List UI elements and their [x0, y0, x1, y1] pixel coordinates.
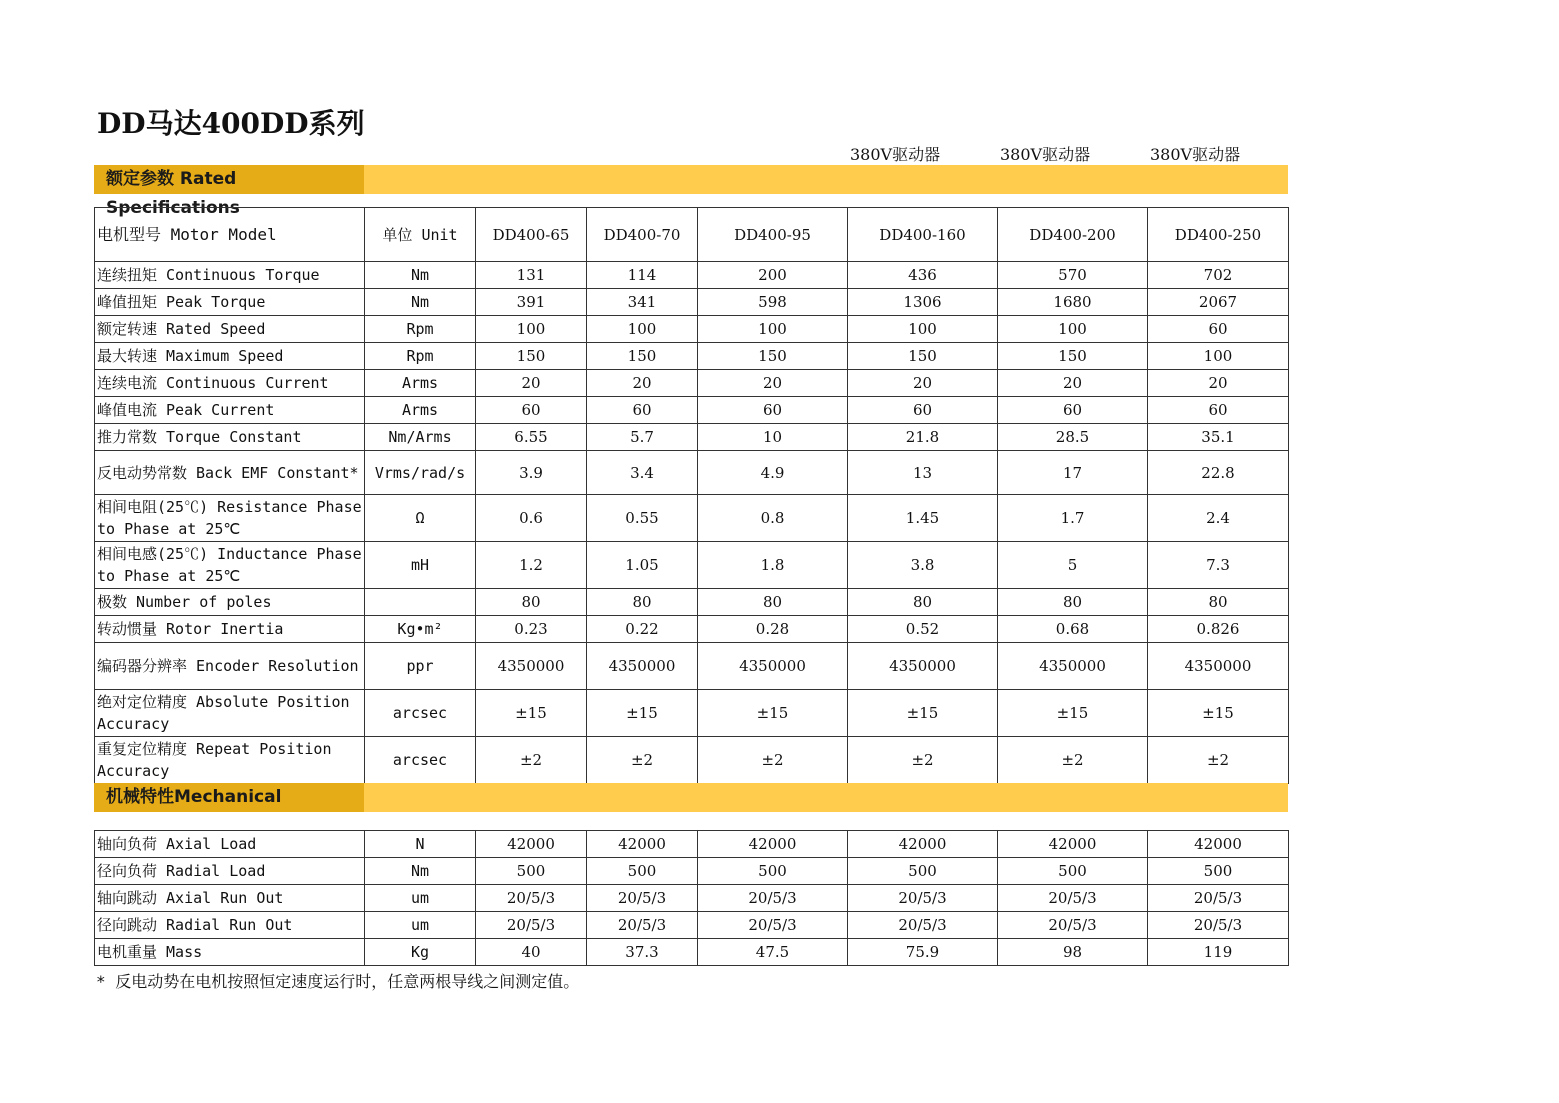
table-row	[95, 858, 1289, 885]
row-value: 80	[476, 589, 587, 616]
mechanical-section-bar	[94, 783, 1288, 812]
row-value: 42000	[476, 831, 587, 858]
row-value: 20	[848, 370, 998, 397]
row-value: 13	[848, 451, 998, 495]
row-label: 电机重量 Mass	[95, 939, 365, 966]
row-label: 径向负荷 Radial Load	[95, 858, 365, 885]
row-unit: Nm	[365, 262, 476, 289]
row-unit: Rpm	[365, 343, 476, 370]
row-unit: arcsec	[365, 737, 476, 784]
rated-spec-table	[94, 207, 1289, 784]
row-value: 200	[698, 262, 848, 289]
row-value: 150	[476, 343, 587, 370]
row-value: 341	[587, 289, 698, 316]
row-unit: Rpm	[365, 316, 476, 343]
row-value: 80	[848, 589, 998, 616]
row-unit: um	[365, 885, 476, 912]
row-value: 1.2	[476, 542, 587, 589]
row-value: 0.23	[476, 616, 587, 643]
row-value: 100	[698, 316, 848, 343]
row-label: 径向跳动 Radial Run Out	[95, 912, 365, 939]
row-value: 150	[698, 343, 848, 370]
row-value: 0.55	[587, 495, 698, 542]
table-row	[95, 737, 1289, 784]
row-value: 60	[587, 397, 698, 424]
row-value: 4350000	[698, 643, 848, 690]
row-unit: Nm/Arms	[365, 424, 476, 451]
row-value: ±2	[587, 737, 698, 784]
row-value: 80	[998, 589, 1148, 616]
row-value: 3.9	[476, 451, 587, 495]
row-value: 500	[1148, 858, 1289, 885]
row-value: 150	[848, 343, 998, 370]
footnote: * 反电动势在电机按照恒定速度运行时，任意两根导线之间测定值。	[96, 972, 580, 991]
row-value: 60	[848, 397, 998, 424]
row-unit: Arms	[365, 370, 476, 397]
table-row	[95, 343, 1289, 370]
row-value: 702	[1148, 262, 1289, 289]
row-value: 60	[476, 397, 587, 424]
row-label: 峰值扭矩 Peak Torque	[95, 289, 365, 316]
row-value: 3.4	[587, 451, 698, 495]
row-value: 20/5/3	[1148, 885, 1289, 912]
header-label: 电机型号 Motor Model	[95, 208, 365, 262]
row-value: ±2	[476, 737, 587, 784]
row-unit: Nm	[365, 858, 476, 885]
row-value: 20/5/3	[587, 885, 698, 912]
row-value: 80	[1148, 589, 1289, 616]
row-value: 4350000	[476, 643, 587, 690]
page-title: DD马达400DD系列	[97, 107, 365, 140]
row-value: 4350000	[587, 643, 698, 690]
row-value: 1.7	[998, 495, 1148, 542]
row-unit: ppr	[365, 643, 476, 690]
row-value: 100	[587, 316, 698, 343]
table-row	[95, 495, 1289, 542]
table-row	[95, 289, 1289, 316]
row-value: ±15	[476, 690, 587, 737]
row-value: 37.3	[587, 939, 698, 966]
driver-label: 380V驱动器	[850, 145, 941, 164]
row-unit: Ω	[365, 495, 476, 542]
row-value: 500	[476, 858, 587, 885]
row-value: 21.8	[848, 424, 998, 451]
row-value: 47.5	[698, 939, 848, 966]
row-value: 1.8	[698, 542, 848, 589]
row-value: 500	[587, 858, 698, 885]
row-value: 4.9	[698, 451, 848, 495]
header-unit: 单位 Unit	[365, 208, 476, 262]
model-header: DD400-70	[587, 208, 698, 262]
row-value: 114	[587, 262, 698, 289]
row-value: 20/5/3	[998, 885, 1148, 912]
row-value: 20/5/3	[698, 885, 848, 912]
row-value: 436	[848, 262, 998, 289]
table-row	[95, 397, 1289, 424]
row-value: 150	[587, 343, 698, 370]
row-value: ±2	[848, 737, 998, 784]
row-value: 20/5/3	[698, 912, 848, 939]
row-value: 20	[998, 370, 1148, 397]
rated-section-heading: 额定参数 Rated Specifications	[94, 165, 364, 194]
row-value: ±15	[587, 690, 698, 737]
row-value: 42000	[698, 831, 848, 858]
row-value: 150	[998, 343, 1148, 370]
row-value: 0.68	[998, 616, 1148, 643]
driver-label: 380V驱动器	[1000, 145, 1091, 164]
row-value: 1680	[998, 289, 1148, 316]
row-value: 42000	[998, 831, 1148, 858]
row-value: 0.8	[698, 495, 848, 542]
row-unit	[365, 589, 476, 616]
row-value: 5	[998, 542, 1148, 589]
model-header: DD400-65	[476, 208, 587, 262]
row-value: 1.45	[848, 495, 998, 542]
row-value: 20/5/3	[998, 912, 1148, 939]
row-value: 4350000	[998, 643, 1148, 690]
row-value: 100	[476, 316, 587, 343]
row-label: 转动惯量 Rotor Inertia	[95, 616, 365, 643]
table-header-row	[95, 208, 1289, 262]
row-value: 40	[476, 939, 587, 966]
row-value: 20	[476, 370, 587, 397]
row-label: 连续扭矩 Continuous Torque	[95, 262, 365, 289]
row-value: ±15	[848, 690, 998, 737]
row-unit: Kg•m²	[365, 616, 476, 643]
row-unit: um	[365, 912, 476, 939]
row-value: 2067	[1148, 289, 1289, 316]
table-row	[95, 589, 1289, 616]
table-row	[95, 262, 1289, 289]
table-row	[95, 451, 1289, 495]
table-row	[95, 316, 1289, 343]
row-value: 500	[998, 858, 1148, 885]
row-value: 42000	[1148, 831, 1289, 858]
row-value: ±2	[998, 737, 1148, 784]
driver-label: 380V驱动器	[1150, 145, 1241, 164]
row-value: 1.05	[587, 542, 698, 589]
row-value: 20/5/3	[848, 912, 998, 939]
model-header: DD400-95	[698, 208, 848, 262]
rated-section-bar	[94, 165, 1288, 218]
row-value: 42000	[848, 831, 998, 858]
row-value: 119	[1148, 939, 1289, 966]
row-unit: N	[365, 831, 476, 858]
row-value: ±2	[698, 737, 848, 784]
row-value: 20/5/3	[587, 912, 698, 939]
row-label: 相间电阻(25℃) Resistance Phase to Phase at 25℃	[95, 495, 365, 542]
row-value: 42000	[587, 831, 698, 858]
table-row	[95, 643, 1289, 690]
row-value: 570	[998, 262, 1148, 289]
row-label: 重复定位精度 Repeat Position Accuracy	[95, 737, 365, 784]
row-label: 额定转速 Rated Speed	[95, 316, 365, 343]
row-value: 17	[998, 451, 1148, 495]
row-value: 100	[998, 316, 1148, 343]
row-label: 峰值电流 Peak Current	[95, 397, 365, 424]
table-row	[95, 939, 1289, 966]
row-value: 20	[1148, 370, 1289, 397]
row-label: 绝对定位精度 Absolute Position Accuracy	[95, 690, 365, 737]
row-unit: Kg	[365, 939, 476, 966]
row-value: 80	[698, 589, 848, 616]
row-value: ±15	[698, 690, 848, 737]
table-row	[95, 542, 1289, 589]
table-row	[95, 885, 1289, 912]
model-header: DD400-160	[848, 208, 998, 262]
row-value: 5.7	[587, 424, 698, 451]
row-value: ±2	[1148, 737, 1289, 784]
row-value: 80	[587, 589, 698, 616]
row-value: 3.8	[848, 542, 998, 589]
row-value: 20/5/3	[476, 912, 587, 939]
row-label: 编码器分辨率 Encoder Resolution	[95, 643, 365, 690]
row-value: 0.28	[698, 616, 848, 643]
table-row	[95, 831, 1289, 858]
row-value: 0.826	[1148, 616, 1289, 643]
row-value: 100	[1148, 343, 1289, 370]
row-label: 极数 Number of poles	[95, 589, 365, 616]
row-value: 4350000	[848, 643, 998, 690]
row-value: 98	[998, 939, 1148, 966]
mechanical-spec-table	[94, 830, 1289, 966]
row-value: 391	[476, 289, 587, 316]
row-unit: arcsec	[365, 690, 476, 737]
row-value: 598	[698, 289, 848, 316]
row-unit: Arms	[365, 397, 476, 424]
row-value: 28.5	[998, 424, 1148, 451]
row-value: 35.1	[1148, 424, 1289, 451]
row-label: 相间电感(25℃) Inductance Phase to Phase at 25℃	[95, 542, 365, 589]
row-value: 6.55	[476, 424, 587, 451]
row-label: 轴向跳动 Axial Run Out	[95, 885, 365, 912]
row-label: 连续电流 Continuous Current	[95, 370, 365, 397]
row-label: 轴向负荷 Axial Load	[95, 831, 365, 858]
row-value: 10	[698, 424, 848, 451]
row-value: 500	[698, 858, 848, 885]
row-value: 4350000	[1148, 643, 1289, 690]
table-row	[95, 424, 1289, 451]
row-value: 60	[1148, 316, 1289, 343]
row-value: 20/5/3	[1148, 912, 1289, 939]
row-value: 60	[1148, 397, 1289, 424]
row-value: 7.3	[1148, 542, 1289, 589]
row-value: 0.6	[476, 495, 587, 542]
row-unit: Vrms/rad/s	[365, 451, 476, 495]
row-value: 75.9	[848, 939, 998, 966]
row-value: 1306	[848, 289, 998, 316]
table-row	[95, 690, 1289, 737]
row-value: 20	[587, 370, 698, 397]
row-unit: mH	[365, 542, 476, 589]
row-value: 22.8	[1148, 451, 1289, 495]
row-label: 反电动势常数 Back EMF Constant*	[95, 451, 365, 495]
row-value: 20	[698, 370, 848, 397]
table-row	[95, 370, 1289, 397]
row-value: 100	[848, 316, 998, 343]
row-unit: Nm	[365, 289, 476, 316]
table-row	[95, 616, 1289, 643]
row-value: 131	[476, 262, 587, 289]
model-header: DD400-250	[1148, 208, 1289, 262]
row-label: 最大转速 Maximum Speed	[95, 343, 365, 370]
mechanical-section-heading: 机械特性Mechanical	[94, 783, 364, 812]
row-value: 0.22	[587, 616, 698, 643]
row-value: ±15	[1148, 690, 1289, 737]
table-row	[95, 912, 1289, 939]
row-value: ±15	[998, 690, 1148, 737]
row-label: 推力常数 Torque Constant	[95, 424, 365, 451]
model-header: DD400-200	[998, 208, 1148, 262]
row-value: 2.4	[1148, 495, 1289, 542]
row-value: 500	[848, 858, 998, 885]
row-value: 20/5/3	[476, 885, 587, 912]
row-value: 20/5/3	[848, 885, 998, 912]
row-value: 0.52	[848, 616, 998, 643]
row-value: 60	[698, 397, 848, 424]
row-value: 60	[998, 397, 1148, 424]
